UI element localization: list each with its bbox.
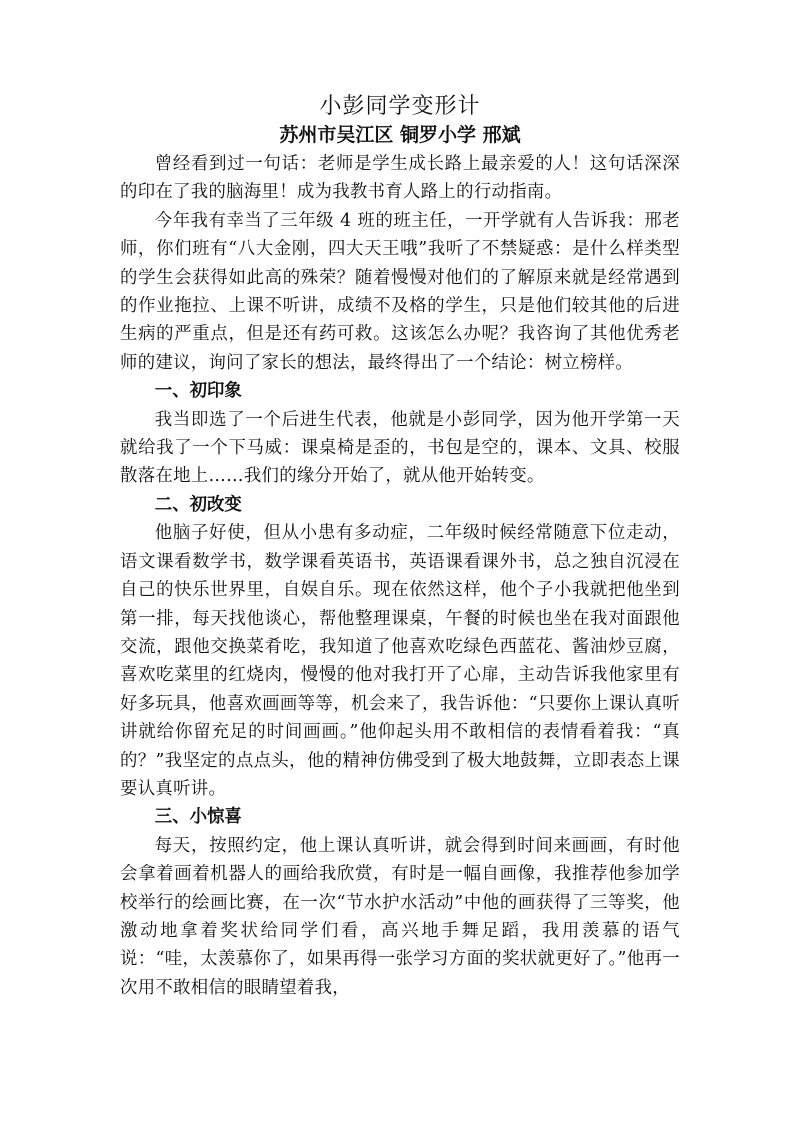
paragraph-first-change: 他脑子好使，但从小患有多动症，二年级时候经常随意下位走动，语文课看数学书，数学课看英语书，英语课看课外书，总之独自沉浸在自己的快乐世界里，自娱自乐。现在依然这样，他个子小我就把他坐到第一排，每天找他谈心，帮他整理课桌，午餐的时候也坐在我对面跟他交流，跟他交换菜肴吃，我知道了他喜欢吃绿色西蓝花、酱油炒豆腐，喜欢吃菜里的红烧肉，慢慢的他对我打开了心扉，主动告诉我他家里有好多玩具，他喜欢画画等等，机会来了，我告诉他：“只要你上课认真听讲就给你留充足的时间画画。”他仰起头用不敢相信的表情看着我：“真的？”我坚定的点点头，他的精神仿佛受到了极大地鼓舞，立即表态上课要认真听讲。	[120, 523, 680, 799]
author-line: 苏州市吴江区 铜罗小学 邢斌	[279, 124, 521, 146]
paragraph-intro: 曾经看到过一句话：老师是学生成长路上最亲爱的人！这句话深深的印在了我的脑海里！成为我教书育人路上的行动指南。	[120, 154, 680, 203]
document-title: 小彭同学变形计	[319, 94, 481, 119]
paragraph-first-impression: 我当即选了一个后进生代表，他就是小彭同学，因为他开学第一天就给我了一个下马威：课桌椅是歪的，书包是空的，课本、文具、校服散落在地上……我们的缘分开始了，就从他开始转变。	[120, 409, 680, 487]
paragraph-small-surprise: 每天，按照约定，他上课认真听讲，就会得到时间来画画，有时他会拿着画着机器人的画给我欣赏，有时是一幅自画像，我推荐他参加学校举行的绘画比赛，在一次“节水护水活动”中他的画获得了三等奖，他激动地拿着奖状给同学们看，高兴地手舞足蹈，我用羡慕的语气说：“哇，太羡慕你了，如果再得一张学习方面的奖状就更好了。”他再一次用不敢相信的眼睛望着我，	[120, 835, 680, 998]
section-heading-first-impression: 一、初印象	[154, 381, 242, 402]
document-page	[120, 92, 680, 1002]
section-heading-first-change: 二、初改变	[154, 494, 242, 515]
paragraph-background: 今年我有幸当了三年级 4 班的班主任，一开学就有人告诉我：邢老师，你们班有“八大金刚，四大天王哦”我听了不禁疑惑：是什么样类型的学生会获得如此高的殊荣？随着慢慢对他们的了解原来就是经常遇到的作业拖拉、上课不听讲，成绩不及格的学生，只是他们较其他的后进生病的严重点，但是还有药可救。这该怎么办呢？我咨询了其他优秀老师的建议，询问了家长的想法，最终得出了一个结论：树立榜样。	[120, 210, 680, 373]
section-heading-small-surprise: 三、小惊喜	[154, 807, 242, 828]
